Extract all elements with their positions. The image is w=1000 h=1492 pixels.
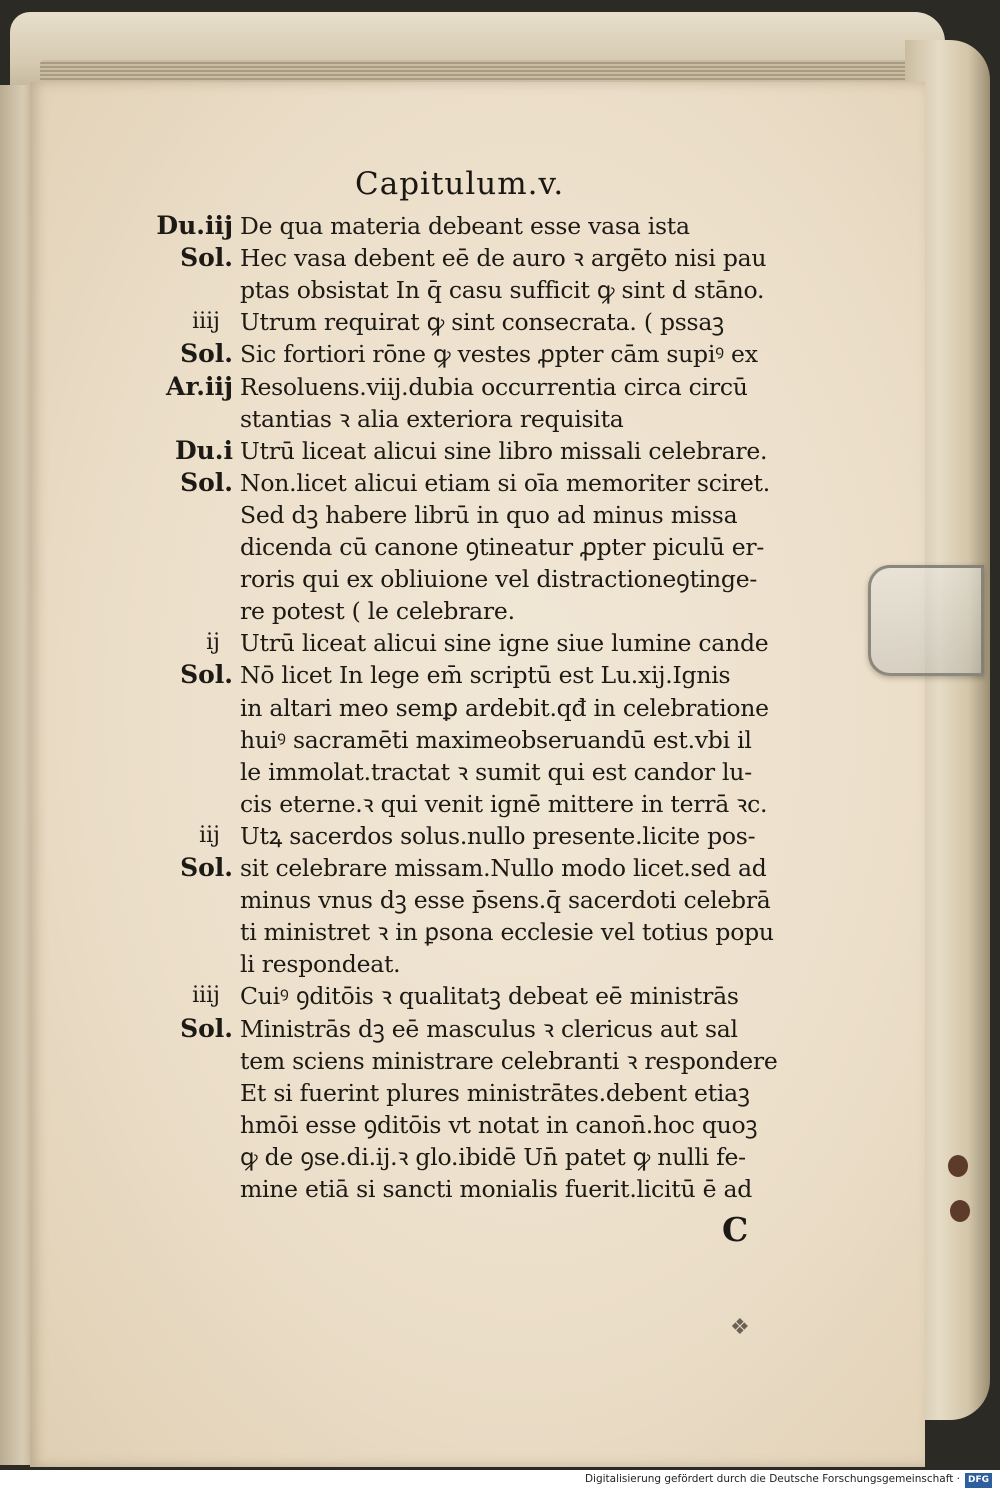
line-text: minus vnus dꝫ esse p̄sens.q̄ sacerdoti celebrā [240,886,771,915]
line-text: hmōi esse ꝯditōis vt notat in canon̄.hoc quoꝫ [240,1110,758,1139]
line-text: mine etiā si sancti monialis fuerit.licitū ē ad [240,1175,752,1203]
line-text: tem sciens ministrare celebranti ꝛ respondere [240,1046,778,1075]
margin-label: Du.iij [156,211,233,240]
margin-label: Du.i [174,435,233,465]
line-text: roris qui ex obliuione vel distractioneꝯtinge- [240,565,758,594]
line-text: sit celebrare missam.Nullo modo licet.sed ad [240,854,767,882]
footer-credit: Digitalisierung gefördert durch die Deutsche Forschungsgemeinschaft · [584,1473,960,1485]
ornament-mark: ❖ [730,1315,750,1340]
stain-mark [950,1200,970,1222]
margin-label: Sol. [180,339,233,369]
line-text: in altari meo semꝑ ardebit.qđ in celebratione [240,693,769,722]
margin-label: iiij [192,309,220,335]
line-text: le immolat.tractat ꝛ sumit qui est candor lu- [240,757,752,786]
line-text: ptas obsistat In q̄ casu sufficit ꝙ sint d stāno. [240,276,765,305]
line-text: Hec vasa debent eē de auro ꝛ argēto nisi pau [240,244,767,273]
line-text: dicenda cū canone ꝯtineatur ꝓpter piculū er- [240,533,765,561]
line-text: cis eterne.ꝛ qui venit ignē mittere in terrā ꝛc. [240,789,768,818]
catchword: C [722,1210,749,1249]
line-text: De qua materia debeant esse vasa ista [240,212,690,240]
line-text: Et si fuerint plures ministrātes.debent etiaꝫ [240,1078,750,1107]
line-text: ꝙ de ꝯse.di.ij.ꝛ glo.ibidē Un̄ patet ꝙ nulli fe- [240,1142,746,1171]
line-text: huiꝰ sacramēti maximeobseruandū est.vbi il [240,725,752,754]
margin-label: iij [199,822,220,848]
margin-label: iiij [192,983,220,1009]
glass-clip [868,565,984,676]
line-text: Sed dꝫ habere librū in quo ad minus missa [240,500,738,529]
line-text: Resoluens.viij.dubia occurrentia circa circū [240,372,748,401]
line-text: ti ministret ꝛ in ꝑsona ecclesie vel totius popu [240,918,774,947]
margin-label: Sol. [180,467,233,497]
chapter-title: Capitulum.v. [355,166,565,202]
line-text: Utrum requirat ꝙ sint consecrata. ( pssaꝫ [240,308,724,337]
line-text: re potest ( le celebrare. [240,597,515,626]
line-text: Sic fortiori rōne ꝙ vestes ꝓpter cām supiꝰ ex [240,340,758,369]
line-text: Nō licet In lege em̄ scriptū est Lu.xij.Ignis [240,661,731,690]
line-text: Cuiꝰ ꝯditōis ꝛ qualitatꝫ debeat eē ministrās [240,982,739,1011]
margin-label: Sol. [180,1013,233,1043]
stain-mark [948,1155,968,1177]
margin-label: Sol. [180,243,233,273]
line-text: Ministrās dꝫ eē masculus ꝛ clericus aut sal [240,1014,738,1043]
margin-label: Sol. [180,853,233,882]
footer-bar [0,1470,1000,1492]
line-text: stantias ꝛ alia exteriora requisita [240,404,624,433]
line-text: Non.licet alicui etiam si oīa memoriter sciret. [240,468,770,497]
margin-label: Sol. [180,660,233,690]
line-text: Utrū liceat alicui sine libro missali celebrare. [240,436,768,465]
line-text: Utꝝ sacerdos solus.nullo presente.licite pos- [240,821,756,850]
line-text: li respondeat. [240,950,401,979]
margin-label: Ar.iij [165,371,233,401]
line-text: Utrū liceat alicui sine igne siue lumine cande [240,629,769,658]
margin-label: ij [206,630,220,656]
dfg-logo: DFG [965,1473,992,1488]
